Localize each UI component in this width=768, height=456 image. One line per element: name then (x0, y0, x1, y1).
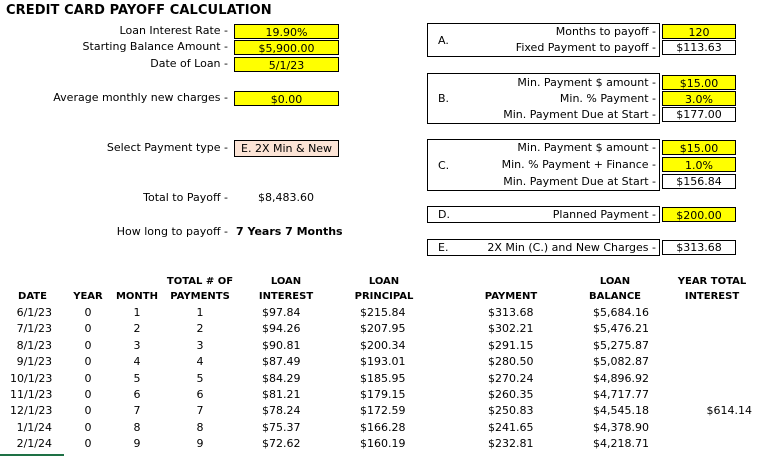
col-interest-header-l2: INTEREST (258, 291, 314, 302)
col-yti-header-l1: YEAR TOTAL (677, 276, 747, 287)
cell-yti: $614.14 (706, 404, 752, 418)
cell-month: 7 (133, 404, 141, 418)
cell-total: 1 (196, 306, 204, 319)
cell-interest: $97.84 (262, 306, 301, 319)
col-year-header: YEAR (73, 291, 103, 302)
months-to-payoff-input[interactable]: 120 (662, 24, 736, 39)
table-row (0, 420, 768, 436)
planned-payment-input[interactable]: $200.00 (662, 207, 736, 222)
double-min-label: 2X Min (C.) and New Charges - (487, 241, 656, 254)
cell-principal: $160.19 (360, 437, 406, 451)
col-balance-header-l2: BALANCE (588, 291, 641, 302)
sheet-title: CREDIT CARD PAYOFF CALCULATION (6, 3, 272, 18)
option-e-letter: E. (438, 241, 449, 254)
cell-balance: $4,378.90 (593, 420, 649, 434)
payment-type-label: Select Payment type - (106, 141, 228, 154)
cell-balance: $4,218.71 (593, 437, 649, 451)
cell-principal: $179.15 (360, 388, 406, 401)
table-row (0, 403, 768, 419)
b-min-amount-label: Min. Payment $ amount - (517, 76, 656, 89)
cell-interest: $87.49 (262, 355, 301, 369)
cell-interest: $90.81 (262, 338, 301, 352)
c-due-start-label: Min. Payment Due at Start - (503, 175, 656, 188)
cell-month: 3 (133, 338, 141, 352)
b-min-percent-label: Min. % Payment - (559, 92, 656, 105)
cell-month: 5 (133, 371, 141, 385)
cell-interest: $94.26 (262, 322, 301, 336)
cell-principal: $166.28 (360, 420, 406, 434)
c-min-amount-input[interactable]: $15.00 (662, 140, 736, 155)
cell-principal: $172.59 (360, 404, 406, 418)
cell-principal: $215.84 (360, 306, 406, 319)
col-principal-header-l1: LOAN (368, 276, 400, 287)
cell-month: 8 (133, 420, 141, 434)
cell-total: 5 (196, 371, 204, 385)
cell-date: 6/1/23 (16, 306, 52, 319)
table-row (0, 354, 768, 370)
cell-payment: $250.83 (488, 404, 534, 418)
col-month-header: MONTH (115, 291, 158, 302)
col-payment-header: PAYMENT (484, 291, 538, 302)
cell-payment: $241.65 (488, 420, 534, 434)
cell-year: 0 (84, 322, 92, 336)
fixed-payment-label: Fixed Payment to payoff - (515, 41, 656, 54)
b-due-start-value: $177.00 (662, 107, 736, 122)
how-long-value: 7 Years 7 Months (236, 225, 343, 238)
cell-principal: $200.34 (360, 338, 406, 352)
cell-balance: $5,082.87 (593, 355, 649, 369)
total-payoff-label: Total to Payoff - (143, 191, 228, 204)
cell-balance: $5,684.16 (593, 306, 649, 319)
option-d-letter: D. (438, 208, 450, 221)
cell-month: 1 (133, 306, 141, 319)
cell-principal: $185.95 (360, 371, 406, 385)
cell-month: 6 (133, 388, 141, 401)
c-min-percent-input[interactable]: 1.0% (662, 157, 736, 172)
col-date-header: DATE (18, 291, 47, 302)
col-yti-header-l2: INTEREST (684, 291, 740, 302)
double-min-value: $313.68 (662, 240, 736, 255)
fixed-payment-value: $113.63 (662, 40, 736, 55)
cell-total: 7 (196, 404, 204, 418)
cell-year: 0 (84, 420, 92, 434)
cell-interest: $75.37 (262, 420, 301, 434)
col-total-header-l2: PAYMENTS (170, 291, 230, 302)
cell-principal: $193.01 (360, 355, 406, 369)
loan-date-input[interactable]: 5/1/23 (234, 57, 339, 72)
cell-interest: $72.62 (262, 437, 301, 451)
cell-balance: $4,545.18 (593, 404, 649, 418)
cell-payment: $302.21 (488, 322, 534, 336)
payment-type-select[interactable]: E. 2X Min & New (234, 140, 339, 157)
cell-interest: $84.29 (262, 371, 301, 385)
cell-payment: $280.50 (488, 355, 534, 369)
cell-date: 2/1/24 (16, 437, 52, 451)
cell-payment: $270.24 (488, 371, 534, 385)
starting-balance-input[interactable]: $5,900.00 (234, 40, 339, 55)
monthly-charges-input[interactable]: $0.00 (234, 91, 339, 106)
c-due-start-value: $156.84 (662, 174, 736, 189)
b-min-percent-input[interactable]: 3.0% (662, 91, 736, 106)
cell-date: 10/1/23 (10, 371, 53, 385)
cell-month: 4 (133, 355, 141, 369)
cell-interest: $78.24 (262, 404, 301, 418)
cell-balance: $4,717.77 (593, 388, 649, 401)
b-min-amount-input[interactable]: $15.00 (662, 75, 736, 90)
cell-year: 0 (84, 355, 92, 369)
table-row (0, 321, 768, 337)
table-row (0, 387, 768, 403)
total-payoff-value: $8,483.60 (258, 191, 314, 204)
planned-payment-label: Planned Payment - (552, 208, 656, 221)
option-b-letter: B. (438, 92, 450, 105)
cell-balance: $5,275.87 (593, 338, 649, 352)
c-min-percent-label: Min. % Payment + Finance - (501, 158, 656, 171)
interest-rate-label: Loan Interest Rate - (119, 24, 228, 37)
cell-month: 2 (133, 322, 141, 336)
cell-total: 2 (196, 322, 204, 336)
cell-payment: $291.15 (488, 338, 534, 352)
cell-year: 0 (84, 306, 92, 319)
col-interest-header-l1: LOAN (270, 276, 302, 287)
option-c-letter: C. (438, 159, 450, 172)
c-min-amount-label: Min. Payment $ amount - (517, 141, 656, 154)
cell-principal: $207.95 (360, 322, 406, 336)
cell-year: 0 (84, 338, 92, 352)
cell-year: 0 (84, 371, 92, 385)
cell-payment: $313.68 (488, 306, 534, 319)
cell-date: 11/1/23 (10, 388, 53, 401)
cell-year: 0 (84, 388, 92, 401)
table-row (0, 371, 768, 387)
cell-total: 9 (196, 437, 204, 451)
cell-total: 6 (196, 388, 204, 401)
col-total-header-l1: TOTAL # OF (166, 276, 234, 287)
cell-year: 0 (84, 437, 92, 451)
b-due-start-label: Min. Payment Due at Start - (503, 108, 656, 121)
months-to-payoff-label: Months to payoff - (555, 25, 656, 38)
cell-interest: $81.21 (262, 388, 301, 401)
cell-date: 12/1/23 (10, 404, 53, 418)
cell-date: 8/1/23 (16, 338, 52, 352)
cell-total: 8 (196, 420, 204, 434)
cell-date: 1/1/24 (16, 420, 52, 434)
cell-total: 4 (196, 355, 204, 369)
table-row (0, 338, 768, 354)
table-row (0, 305, 768, 321)
cell-balance: $5,476.21 (593, 322, 649, 336)
cell-payment: $232.81 (488, 437, 534, 451)
table-row (0, 436, 768, 452)
interest-rate-input[interactable]: 19.90% (234, 24, 339, 39)
cell-month: 9 (133, 437, 141, 451)
monthly-charges-label: Average monthly new charges - (53, 91, 228, 104)
how-long-label: How long to payoff - (116, 225, 228, 238)
option-a-letter: A. (438, 34, 449, 47)
cell-total: 3 (196, 338, 204, 352)
loan-date-label: Date of Loan - (150, 57, 228, 70)
cell-year: 0 (84, 404, 92, 418)
cell-date: 7/1/23 (16, 322, 52, 336)
cell-payment: $260.35 (488, 388, 534, 401)
cell-date: 9/1/23 (16, 355, 52, 369)
col-principal-header-l2: PRINCIPAL (354, 291, 414, 302)
starting-balance-label: Starting Balance Amount - (82, 40, 228, 53)
col-balance-header-l1: LOAN (599, 276, 631, 287)
cell-balance: $4,896.92 (593, 371, 649, 385)
